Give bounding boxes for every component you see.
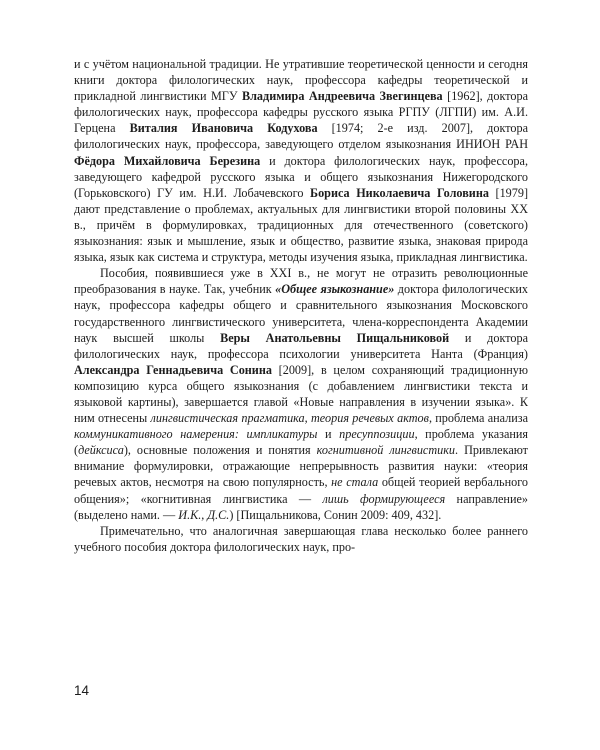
paragraph-3 bbox=[74, 523, 528, 555]
author-name: Веры Анатольевны Пищальниковой bbox=[220, 330, 450, 345]
author-name: Виталия Ивановича Кодухова bbox=[129, 121, 318, 136]
text-run: и доктора филологических наук, профессора, заведующего кафедрой русского языка и общего языкознания Нижегородского (Горьковского) ГУ им. Н.И. Лобачевского bbox=[74, 153, 528, 200]
book-title: «Общее языкознание» bbox=[275, 282, 395, 297]
text-run: Пособия, появившиеся уже в XXI в., не могут не отразить революционные преобразования в науке. Так, учебник bbox=[74, 266, 528, 297]
text-run: ) [Пищальникова, Сонин 2009: 409, 432]. bbox=[229, 507, 442, 522]
author-name: Фёдора Михайловича Березина bbox=[74, 153, 261, 168]
author-name: Александра Геннадьевича Сонина bbox=[74, 362, 272, 377]
italic-term: дейксиса bbox=[78, 443, 124, 458]
italic-term: лингвистическая прагматика, теория речевых актов bbox=[150, 411, 429, 426]
text-run: и с учётом национальной традиции. Не утратившие теоретической ценности и сегодня книги доктора филологических наук, профессора кафедры теоретической и прикладной лингвистики МГУ bbox=[74, 57, 528, 104]
paragraph-2 bbox=[74, 265, 528, 523]
italic-term: И.К., Д.С. bbox=[178, 507, 230, 522]
text-run: направление» (выделено нами. — bbox=[74, 491, 528, 522]
author-name: Владимира Андреевича Звегинцева bbox=[241, 89, 443, 104]
text-run: . Привлекают внимание формулировки, отражающие непрерывность развития науки: «теория речевых актов, несмотря на свою популярность, bbox=[74, 443, 528, 490]
text-run: общей теорией вербального общения»; «когнитивная лингвистика — bbox=[74, 475, 529, 506]
italic-term: не стала bbox=[331, 475, 379, 490]
text-run: Примечательно, что аналогичная завершающая глава несколько более раннего учебного пособия доктора филологических наук, про- bbox=[74, 523, 528, 554]
paragraph-1 bbox=[74, 56, 528, 265]
page-number: 14 bbox=[74, 683, 90, 698]
text-run: [1962], доктора филологических наук, профессора кафедры русского языка РГПУ (ЛГПИ) им. А.И. Герцена bbox=[74, 89, 528, 136]
text-run: [2009], в целом сохраняющий традиционную композицию курса общего языкознания (с добавлением лингвистики текста и языковой картины), завершается главой «Новые направления в изучении языка». К ним отнесены bbox=[74, 362, 529, 426]
italic-term: лишь формирующееся bbox=[322, 491, 446, 506]
text-run: [1979] дают представление о проблемах, актуальных для лингвистики второй половины XX в., причём в формулировках, традиционных для отечественного (советского) языкознания: язык и мышление, язык и общество, развитие языка, знаковая природа языка, язык как система и структура, методы изучения языка, прикладная лингвистика. bbox=[74, 185, 528, 265]
text-run: и bbox=[317, 427, 340, 442]
italic-term: пресуппозиции bbox=[339, 427, 415, 442]
text-run: , проблема анализа bbox=[428, 411, 528, 426]
italic-term: коммуникативного намерения: импликатуры bbox=[74, 427, 318, 442]
text-run: [1974; 2-е изд. 2007], доктора филологических наук, профессора, заведующего отделом языкознания ИНИОН РАН bbox=[74, 121, 528, 152]
text-run: доктора филологических наук, профессора кафедры общего и сравнительного языкознания Московского государственного лингвистического университета, члена-корреспондента Академии наук высшей школы bbox=[74, 282, 528, 345]
text-run: ), основные положения и понятия bbox=[123, 443, 317, 458]
italic-term: когнитивной лингвистики bbox=[316, 443, 456, 458]
text-run: , проблема указания ( bbox=[74, 427, 529, 458]
body-text bbox=[74, 56, 528, 555]
author-name: Бориса Николаевича Головина bbox=[310, 185, 489, 200]
text-run: и доктора филологических наук, профессора психологии университета Нанта (Франция) bbox=[74, 330, 529, 361]
